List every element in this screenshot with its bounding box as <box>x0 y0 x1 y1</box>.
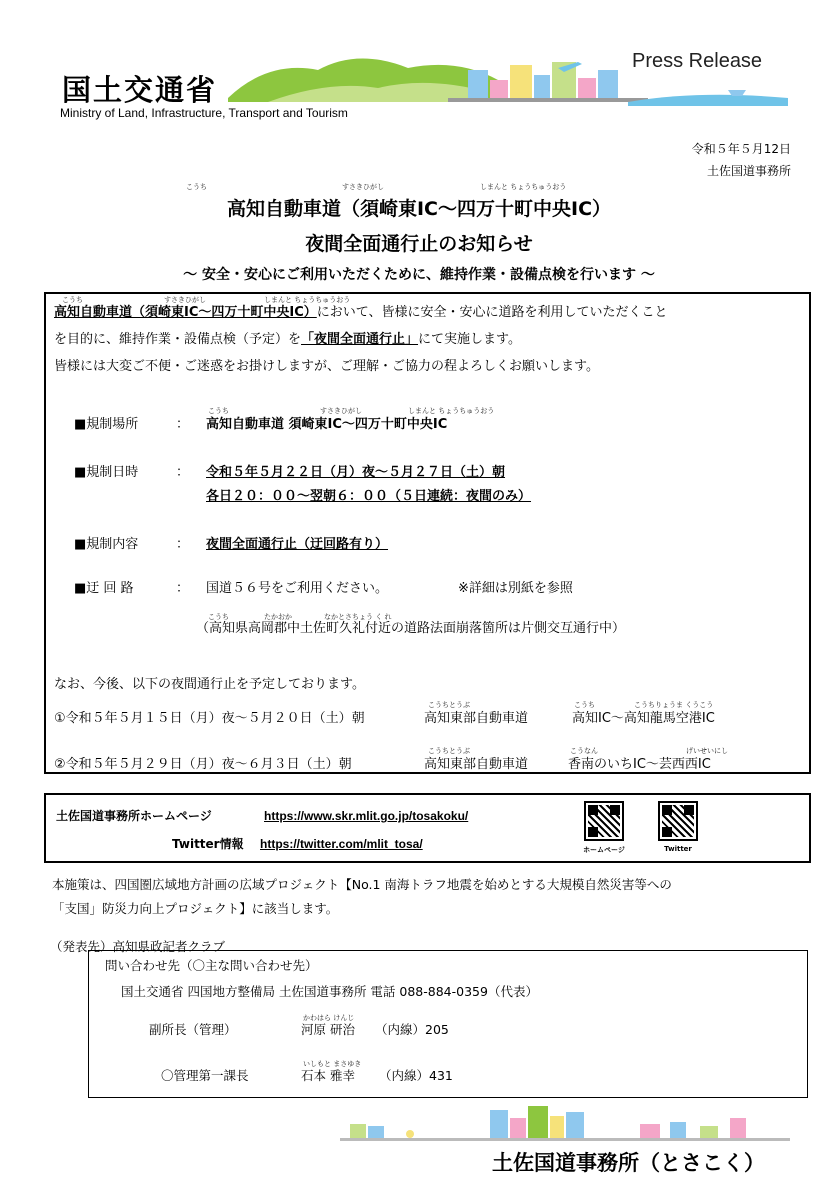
intro-line1 <box>54 300 668 326</box>
contact-heading: 問い合わせ先（〇主な問い合わせ先） <box>105 958 318 973</box>
restriction-location: 高知自動車道 須崎東IC～四万十町中央IC <box>206 417 448 432</box>
future-section-2: 香南のいちIC～芸西西IC <box>568 757 711 772</box>
item-colon: ： <box>176 465 190 480</box>
ruby: かわはら けんじ <box>303 1014 355 1022</box>
ruby: こうち <box>574 701 595 709</box>
building <box>670 1122 686 1138</box>
future-date-2: ②令和５年５月２９日（月）夜～６月３日（土）朝 <box>54 757 352 772</box>
train-icon <box>368 1126 384 1138</box>
intro-text: を目的に、維持作業・設備点検（予定）を <box>54 332 302 347</box>
item-colon: ： <box>176 417 190 432</box>
footer-office-title: 土佐国道事務所（とさこく） <box>492 1151 765 1175</box>
train-icon <box>350 1124 366 1138</box>
building <box>578 78 596 100</box>
links-box <box>44 793 811 863</box>
person1-name: 河原 研治 <box>301 1022 355 1037</box>
ruby: すさきひがし <box>320 407 362 415</box>
intro-road-name: 高知自動車道（須崎東IC～四万十町中央IC） <box>54 305 317 320</box>
road <box>340 1138 790 1141</box>
restriction-time: 各日２０：００～翌朝６：００（５日連続：夜間のみ） <box>206 489 532 504</box>
item-colon: ： <box>176 581 190 596</box>
homepage-label: 土佐国道事務所ホームページ <box>56 809 212 823</box>
restriction-content: 夜間全面通行止（迂回路有り） <box>206 537 389 552</box>
policy-line2: 「支国」防災力向上プロジェクト】に該当します。 <box>52 901 339 916</box>
footer-town-illustration <box>340 1104 790 1146</box>
twitter-link[interactable]: https://twitter.com/mlit_tosa/ <box>260 837 423 851</box>
ruby: いしもと まさゆき <box>303 1060 362 1068</box>
building <box>730 1118 746 1138</box>
building <box>490 1110 508 1138</box>
contact-box <box>88 950 808 1098</box>
item-label: ■規制日時 <box>74 465 139 480</box>
future-intro: なお、今後、以下の夜間通行止を予定しております。 <box>54 677 365 692</box>
building <box>598 70 618 100</box>
ruby: こうちりょうま くうこう <box>634 701 714 709</box>
policy-line1: 本施策は、四国圏広域地方計画の広域プロジェクト【No.1 南海トラフ地震を始めとする大規模自然災害等への <box>52 877 672 892</box>
twitter-label: Twitter情報 <box>172 837 244 851</box>
building <box>700 1126 718 1138</box>
future-date-1: ①令和５年５月１５日（月）夜～５月２０日（土）朝 <box>54 711 365 726</box>
ruby: げいせいにし <box>686 747 728 755</box>
future-road-1: 高知東部自動車道 <box>424 711 529 726</box>
ruby: すさきひがし <box>164 296 206 304</box>
release-office: 土佐国道事務所 <box>706 164 791 178</box>
ruby: こうち <box>208 613 229 621</box>
future-section-1: 高知IC～高知龍馬空港IC <box>572 711 715 726</box>
car-icon <box>406 1130 414 1138</box>
ruby: こうち <box>186 183 207 191</box>
item-label: ■規制場所 <box>74 417 139 432</box>
building <box>468 70 488 100</box>
building <box>566 1112 584 1138</box>
building <box>490 80 508 100</box>
ruby: しまんと ちょうちゅうおう <box>264 296 351 304</box>
twitter-qr-code[interactable] <box>658 801 698 841</box>
item-label: ■規制内容 <box>74 537 139 552</box>
person2-ext: （内線）431 <box>379 1068 453 1083</box>
person2-name: 石本 雅幸 <box>301 1068 355 1083</box>
building <box>550 1116 564 1138</box>
building <box>510 1118 526 1138</box>
title-line1: 高知自動車道（須崎東IC～四万十町中央IC） <box>226 198 612 220</box>
ruby: こうちとうぶ <box>428 747 470 755</box>
road <box>448 98 648 102</box>
release-date-block <box>692 138 791 182</box>
header-landscape-illustration <box>228 40 788 110</box>
notice-box <box>44 292 811 774</box>
contact-org: 国土交通省 四国地方整備局 土佐国道事務所 電話 088-884-0359（代表） <box>121 984 538 999</box>
ruby: こうちとうぶ <box>428 701 470 709</box>
detour-caution: （高知県高岡郡中土佐町久礼付近の道路法面崩落箇所は片側交互通行中） <box>196 621 626 636</box>
homepage-link[interactable]: https://www.skr.mlit.go.jp/tosakoku/ <box>264 809 469 823</box>
building <box>640 1124 660 1138</box>
qr-label: Twitter <box>664 845 692 853</box>
ruby: なかとさちょう く れ <box>324 613 392 621</box>
release-date: 令和５年５月12日 <box>691 142 791 156</box>
ruby: こうち <box>208 407 229 415</box>
org-name-ja: 国土交通省 <box>62 73 218 107</box>
detour-note: ※詳細は別紙を参照 <box>458 581 573 596</box>
future-road-2: 高知東部自動車道 <box>424 757 529 772</box>
homepage-qr-code[interactable] <box>584 801 624 841</box>
intro-line3: 皆様には大変ご不便・ご迷惑をお掛けしますが、ご理解・ご協力の程よろしくお願いします。 <box>54 359 599 374</box>
building <box>534 75 550 100</box>
ruby: こうなん <box>570 747 598 755</box>
publisher: （発表先）高知県政記者クラブ <box>50 939 226 954</box>
person2-title: 〇管理第一課長 <box>161 1068 249 1083</box>
ruby: たかおか <box>264 613 292 621</box>
org-name-en: Ministry of Land, Infrastructure, Transport and Tourism <box>60 106 348 120</box>
ruby: こうち <box>62 296 83 304</box>
title-line2: 夜間全面通行止のお知らせ <box>305 233 533 255</box>
intro-text: において、皆様に安全・安心に道路を利用していただくこと <box>316 305 668 320</box>
subtitle: ～ 安全・安心にご利用いただくために、維持作業・設備点検を行います ～ <box>183 267 655 283</box>
item-label: ■迂 回 路 <box>74 581 134 596</box>
ruby: しまんと ちょうちゅうおう <box>480 183 567 191</box>
item-colon: ： <box>176 537 190 552</box>
restriction-date: 令和５年５月２２日（月）夜～５月２７日（土）朝 <box>206 465 506 480</box>
building <box>528 1106 548 1138</box>
intro-text: にて実施します。 <box>418 332 521 347</box>
qr-label: ホームページ <box>583 846 625 854</box>
intro-line2 <box>54 327 521 353</box>
person1-title: 副所長（管理） <box>149 1022 237 1037</box>
person1-ext: （内線）205 <box>375 1022 449 1037</box>
detour-route: 国道５６号をご利用ください。 <box>206 581 389 596</box>
ruby: しまんと ちょうちゅうおう <box>408 407 495 415</box>
ruby: すさきひがし <box>342 183 384 191</box>
intro-closure-term: 「夜間全面通行止」 <box>301 332 419 347</box>
press-release-label: Press Release <box>632 50 763 72</box>
building <box>510 65 532 100</box>
sea-shape <box>628 95 788 106</box>
